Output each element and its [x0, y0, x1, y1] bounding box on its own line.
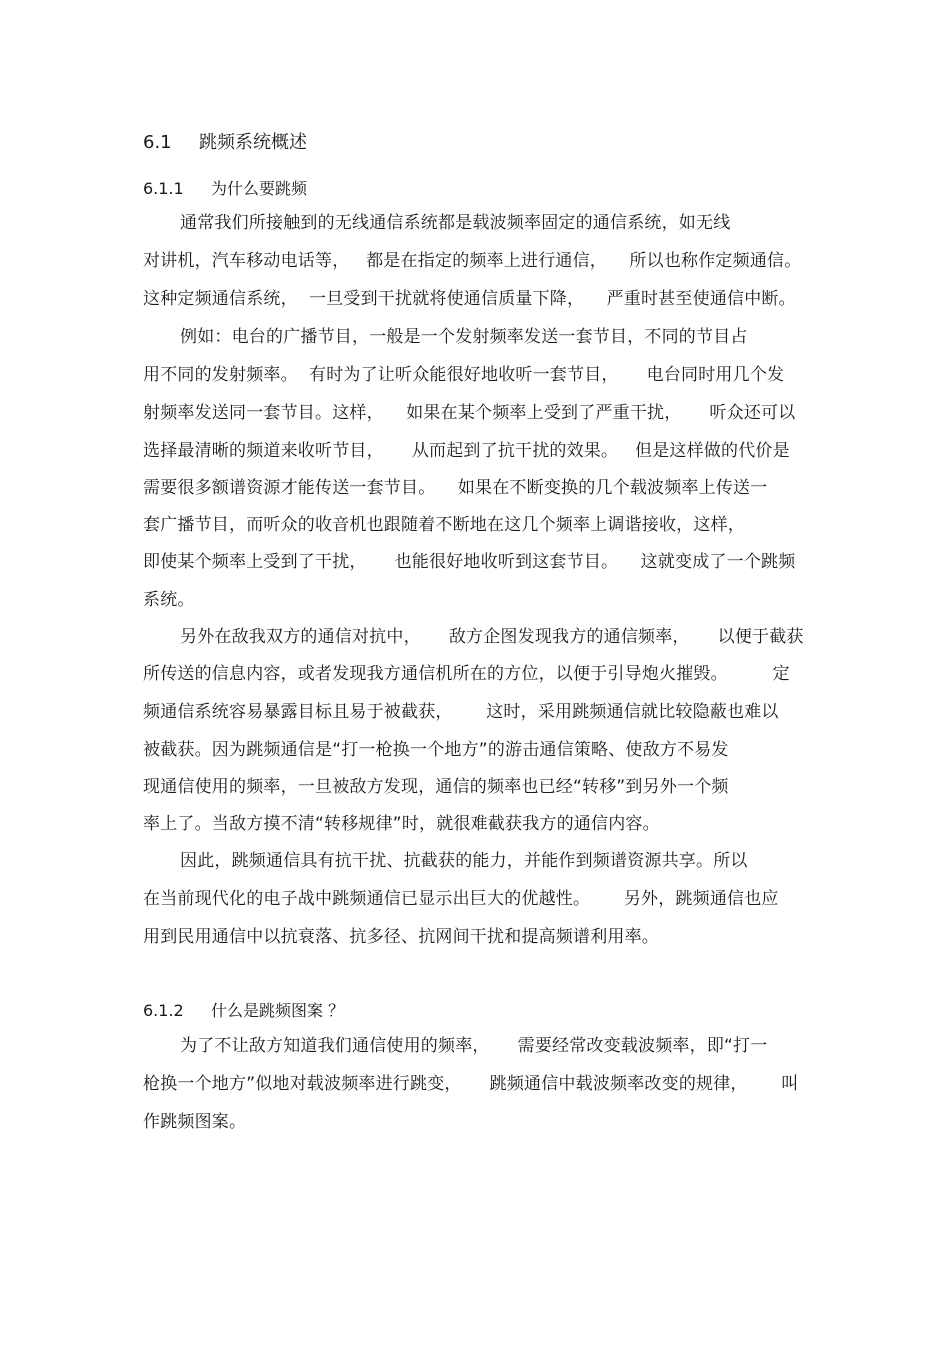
paragraph-line: 因此，跳频通信具有抗干扰、抗截获的能力，并能作到频谱资源共享。所以: [180, 851, 748, 871]
paragraph-line: 用不同的发射频率。 有时为了让听众能很好地收听一套节目， 电台同时用几个发: [143, 365, 785, 385]
paragraph-line: 这种定频通信系统， 一旦受到干扰就将使通信质量下降， 严重时甚至使通信中断。: [143, 289, 796, 309]
paragraph-line: 用到民用通信中以抗衰落、抗多径、抗网间干扰和提高频谱利用率。: [143, 927, 659, 947]
paragraph-line: 枪换一个地方”似地对载波频率进行跳变， 跳频通信中载波频率改变的规律， 叫: [143, 1074, 799, 1094]
paragraph-line: 率上了。当敌方摸不清“转移规律”时，就很难截获我方的通信内容。: [143, 814, 660, 834]
section-number: 6.1: [143, 132, 172, 153]
paragraph-line: 作跳频图案。: [143, 1112, 247, 1132]
paragraph-line: 射频率发送同一套节目。这样， 如果在某个频率上受到了严重干扰， 听众还可以: [143, 403, 796, 423]
paragraph-line: 频通信系统容易暴露目标且易于被截获， 这时，采用跳频通信就比较隐蔽也难以: [143, 702, 779, 722]
subsection-number: 6.1.2: [143, 1001, 184, 1020]
subsection-number: 6.1.1: [143, 179, 184, 198]
paragraph-line: 为了不让敌方知道我们通信使用的频率， 需要经常改变载波频率，即“打一: [180, 1036, 768, 1056]
paragraph-line: 选择最清晰的频道来收听节目， 从而起到了抗干扰的效果。 但是这样做的代价是: [143, 441, 790, 461]
paragraph-line: 另外在敌我双方的通信对抗中， 敌方企图发现我方的通信频率， 以便于截获: [180, 627, 804, 647]
paragraph-line: 现通信使用的频率，一旦被敌方发现，通信的频率也已经“转移”到另外一个频: [143, 777, 729, 797]
section-heading: [143, 128, 307, 154]
subsection-title: 什么是跳频图案 ？: [211, 1001, 345, 1020]
paragraph-line: 需要很多额谱资源才能传送一套节目。 如果在不断变换的几个载波频率上传送一: [143, 478, 768, 498]
section-title: 跳频系统概述: [199, 132, 307, 153]
paragraph-line: 套广播节目，而听众的收音机也跟随着不断地在这几个频率上调谐接收，这样，: [143, 515, 745, 535]
paragraph-line: 在当前现代化的电子战中跳频通信已显示出巨大的优越性。 另外，跳频通信也应: [143, 889, 779, 909]
paragraph-line: 被截获。因为跳频通信是“打一枪换一个地方”的游击通信策略、使敌方不易发: [143, 740, 729, 760]
subsection-title: 为什么要跳频: [211, 179, 308, 198]
paragraph-line: 所传送的信息内容，或者发现我方通信机所在的方位，以便于引导炮火摧毁。 定: [143, 664, 790, 684]
subsection-heading-1: [143, 176, 307, 199]
paragraph-line: 即使某个频率上受到了干扰， 也能很好地收听到这套节目。 这就变成了一个跳频: [143, 552, 796, 572]
paragraph-line: 对讲机，汽车移动电话等， 都是在指定的频率上进行通信， 所以也称作定频通信。: [143, 251, 802, 271]
subsection-heading-2: [143, 998, 344, 1021]
paragraph-line: 通常我们所接触到的无线通信系统都是载波频率固定的通信系统，如无线: [180, 213, 731, 233]
paragraph-line: 例如：电台的广播节目，一般是一个发射频率发送一套节目，不同的节目占: [180, 327, 748, 347]
paragraph-line: 系统。: [143, 590, 195, 610]
